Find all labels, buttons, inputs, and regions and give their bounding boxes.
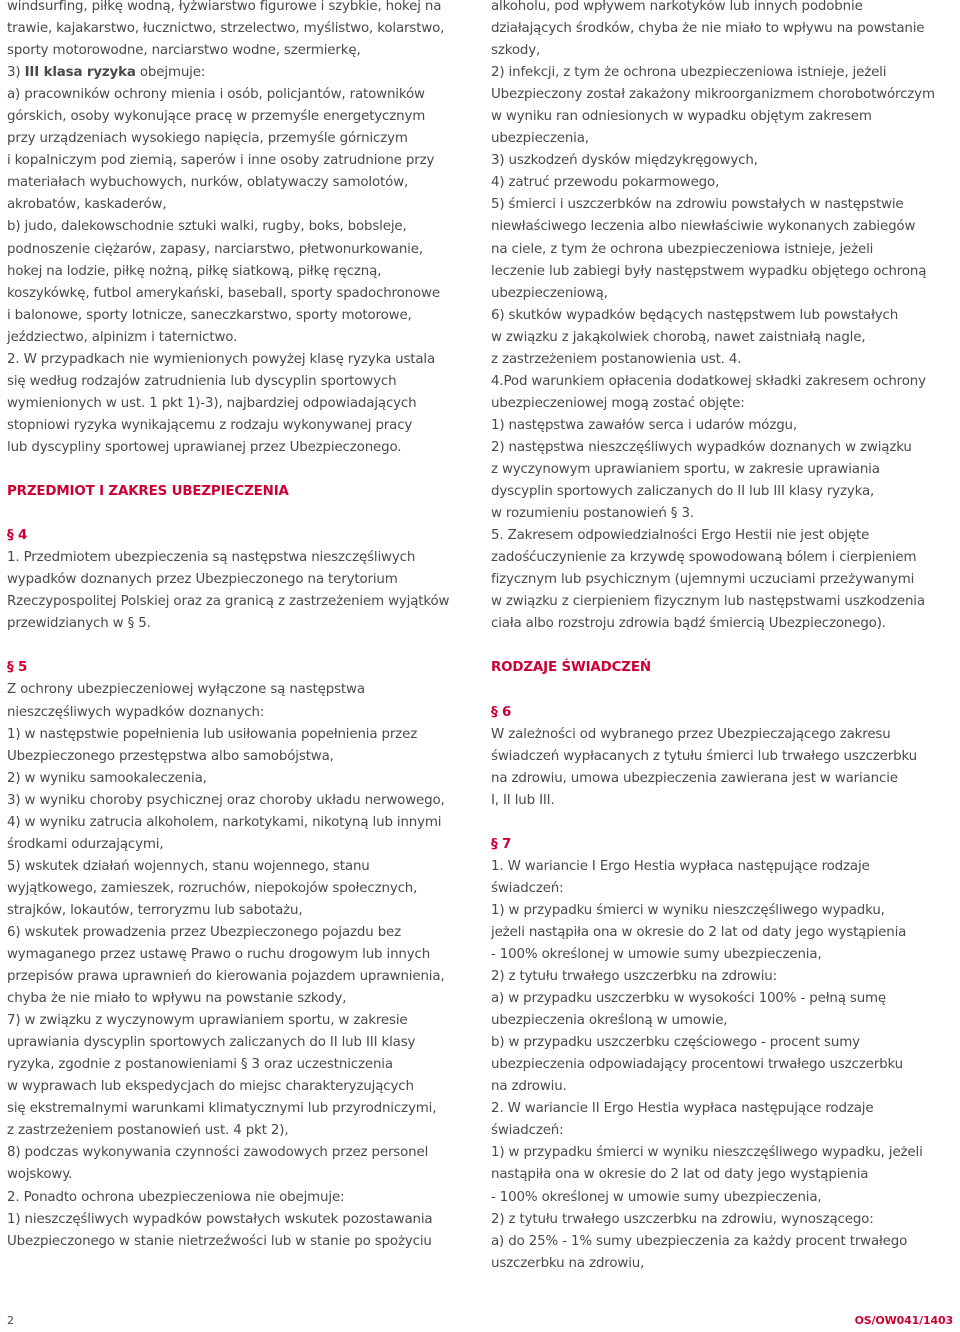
text-line: Ubezpieczonego przestępstwa albo samobójstwa, bbox=[7, 748, 334, 764]
text-line: 2. W przypadkach nie wymienionych powyżej klasę ryzyka ustala bbox=[7, 351, 436, 367]
text-line: świadczeń: bbox=[491, 880, 564, 896]
text-line: 2) infekcji, z tym że ochrona ubezpieczeniowa istnieje, jeżeli bbox=[491, 65, 887, 81]
text-line: uszczerbku na zdrowiu, bbox=[491, 1255, 645, 1271]
section-heading: RODZAJE ŚWIADCZEŃ bbox=[491, 660, 651, 676]
text-line: b) judo, dalekowschodnie sztuki walki, rugby, boks, bobsleje, bbox=[7, 219, 407, 235]
text-line: świadczeń wypłacanych z tytułu śmierci lub trwałego uszczerbku bbox=[491, 748, 918, 764]
text-line: 2) z tytułu trwałego uszczerbku na zdrowiu: bbox=[491, 969, 777, 985]
text-line: 4) w wyniku zatrucia alkoholem, narkotykami, nikotyną lub innymi bbox=[7, 814, 442, 830]
text-line: się według rodzajów zatrudnienia lub dyscyplin sportowych bbox=[7, 373, 397, 389]
text-line: w wyniku ran odniesionych w wypadku objętym zakresem bbox=[491, 109, 872, 125]
text-line: leczenie lub zabiegi były następstwem wypadku objętego ochroną bbox=[491, 263, 927, 279]
text-line: 4) zatruć przewodu pokarmowego, bbox=[491, 175, 720, 191]
text-line: wojskowy. bbox=[7, 1167, 73, 1183]
text-line: ubezpieczeniową, bbox=[491, 285, 608, 301]
text-line: ubezpieczenia odpowiadający procentowi trwałego uszczerbku bbox=[491, 1057, 903, 1073]
text-line: strajków, lokautów, terroryzmu lub sabotażu, bbox=[7, 902, 303, 918]
text-line: 1) w przypadku śmierci w wyniku nieszczęśliwego wypadku, bbox=[491, 902, 885, 918]
text-line: windsurfing, piłkę wodną, łyżwiarstwo figurowe i szybkie, hokej na bbox=[7, 0, 442, 14]
text-line: uprawiania dyscyplin sportowych zaliczanych do II lub III klasy bbox=[7, 1035, 416, 1051]
text-line: nieszczęśliwych wypadków doznanych: bbox=[7, 704, 265, 720]
text-line: 1) w następstwie popełnienia lub usiłowania popełnienia przez bbox=[7, 726, 418, 742]
text-line: 3) w wyniku choroby psychicznej oraz choroby układu nerwowego, bbox=[7, 792, 445, 808]
text-line: W zależności od wybranego przez Ubezpieczającego zakresu bbox=[491, 726, 891, 742]
text-line: działających środków, chyba że nie miało to wpływu na powstanie bbox=[491, 21, 925, 37]
text-line: ryzyka, zgodnie z postanowieniami § 3 oraz uczestniczenia bbox=[7, 1057, 393, 1073]
text-line: 7) w związku z wyczynowym uprawianiem sportu, w zakresie bbox=[7, 1013, 408, 1029]
text-line: dyscyplin sportowych zaliczanych do II lub III klasy ryzyka, bbox=[491, 484, 875, 500]
text-line: Ubezpieczonego w stanie nietrzeźwości lub w stanie po spożyciu bbox=[7, 1233, 432, 1249]
page-number: 2 bbox=[7, 1314, 14, 1327]
text-line: podnoszenie ciężarów, zapasy, narciarstwo, płetwonurkowanie, bbox=[7, 241, 423, 257]
text-line: przy urządzeniach wysokiego napięcia, przemyśle górniczym bbox=[7, 131, 408, 147]
text-line: a) do 25% - 1% sumy ubezpieczenia za każdy procent trwałego bbox=[491, 1233, 908, 1249]
text-line: i balonowe, sporty lotnicze, saneczkarstwo, sporty motorowe, bbox=[7, 307, 412, 323]
document-code: OS/OW041/1403 bbox=[854, 1314, 953, 1327]
text-line: na zdrowiu, umowa ubezpieczenia zawierana jest w wariancie bbox=[491, 770, 898, 786]
text-line: ubezpieczenia, bbox=[491, 131, 589, 147]
text-line: 6) wskutek prowadzenia przez Ubezpieczonego pojazdu bez bbox=[7, 924, 402, 940]
text-line: akrobatów, kaskaderów, bbox=[7, 197, 167, 213]
text-line: i kopalniczym pod ziemią, saperów i inne osoby zatrudnione przy bbox=[7, 153, 435, 169]
text-line: 3) III klasa ryzyka obejmuje: bbox=[7, 65, 206, 81]
section-heading: PRZEDMIOT I ZAKRES UBEZPIECZENIA bbox=[7, 484, 289, 500]
text-line: z wyczynowym uprawianiem sportu, w zakresie uprawiania bbox=[491, 461, 880, 477]
text-line: wypadków doznanych przez Ubezpieczonego na terytorium bbox=[7, 572, 398, 588]
section-number: § 4 bbox=[7, 528, 28, 544]
text-line: 2) następstwa nieszczęśliwych wypadków doznanych w związku bbox=[491, 439, 912, 455]
text-line: ciała albo rozstroju zdrowia bądź śmiercią Ubezpieczonego). bbox=[491, 616, 886, 632]
text-line: zadośćuczynienie za krzywdę spowodowaną bólem i cierpieniem bbox=[491, 550, 917, 566]
text-line: koszykówkę, futbol amerykański, baseball, sporty spadochronowe bbox=[7, 285, 440, 301]
text-line: górskich, osoby wykonujące pracę w przemyśle energetycznym bbox=[7, 109, 426, 125]
text-line: sporty motorowodne, narciarstwo wodne, szermierkę, bbox=[7, 43, 361, 59]
text-line: trawie, kajakarstwo, łucznictwo, strzelectwo, myślistwo, kolarstwo, bbox=[7, 21, 445, 37]
text-line: Rzeczypospolitej Polskiej oraz za granicą z zastrzeżeniem wyjątków bbox=[7, 594, 450, 610]
text-line: z zastrzeżeniem postanowień ust. 4 pkt 2), bbox=[7, 1123, 289, 1139]
paragraph-spacer bbox=[7, 503, 469, 525]
text-line: środkami odurzającymi, bbox=[7, 836, 164, 852]
text-line: - 100% określonej w umowie sumy ubezpieczenia, bbox=[491, 947, 822, 963]
section-number: § 7 bbox=[491, 836, 512, 852]
text-line: Ubezpieczony został zakażony mikroorganizmem chorobotwórczym bbox=[491, 87, 935, 103]
text-line: 2) z tytułu trwałego uszczerbku na zdrowiu, wynoszącego: bbox=[491, 1211, 874, 1227]
risk-class-label: III klasa ryzyka bbox=[24, 65, 136, 81]
text-line: wymaganego przez ustawę Prawo o ruchu drogowym lub innych bbox=[7, 947, 431, 963]
paragraph-spacer bbox=[7, 635, 469, 657]
text-line: - 100% określonej w umowie sumy ubezpieczenia, bbox=[491, 1189, 822, 1205]
text-line: 1. Przedmiotem ubezpieczenia są następstwa nieszczęśliwych bbox=[7, 550, 416, 566]
text-line: w związku z jakąkolwiek chorobą, nawet zaistniałą nagle, bbox=[491, 329, 866, 345]
text-line: I, II lub III. bbox=[491, 792, 555, 808]
text-line: z zastrzeżeniem postanowienia ust. 4. bbox=[491, 351, 742, 367]
text-line: b) w przypadku uszczerbku częściowego - procent sumy bbox=[491, 1035, 860, 1051]
text-line: 1) następstwa zawałów serca i udarów mózgu, bbox=[491, 417, 797, 433]
text-line: 2. Ponadto ochrona ubezpieczeniowa nie obejmuje: bbox=[7, 1189, 345, 1205]
paragraph-spacer bbox=[491, 812, 953, 834]
paragraph-spacer bbox=[491, 635, 953, 657]
text-line: na ciele, z tym że ochrona ubezpieczeniowa istnieje, jeżeli bbox=[491, 241, 874, 257]
paragraph-spacer bbox=[491, 679, 953, 701]
text-line: 8) podczas wykonywania czynności zawodowych przez personel bbox=[7, 1145, 429, 1161]
text-line: 5) śmierci i uszczerbków na zdrowiu powstałych w następstwie bbox=[491, 197, 904, 213]
text-line: 4.Pod warunkiem opłacenia dodatkowej składki zakresem ochrony bbox=[491, 373, 926, 389]
text-line: przewidzianych w § 5. bbox=[7, 616, 151, 632]
text-line: ubezpieczeniowej mogą zostać objęte: bbox=[491, 395, 745, 411]
text-line: 5) wskutek działań wojennych, stanu wojennego, stanu bbox=[7, 858, 370, 874]
text-line: w wyprawach lub ekspedycjach do miejsc charakteryzujących bbox=[7, 1079, 414, 1095]
text-line: Z ochrony ubezpieczeniowej wyłączone są następstwa bbox=[7, 682, 365, 698]
text-line: przepisów prawa uprawnień do kierowania pojazdem uprawnienia, bbox=[7, 969, 445, 985]
text-line: nastąpiła ona w okresie do 2 lat od daty jego wystąpienia bbox=[491, 1167, 869, 1183]
text-line: świadczeń: bbox=[491, 1123, 564, 1139]
text-line: szkody, bbox=[491, 43, 541, 59]
text-line: 1) nieszczęśliwych wypadków powstałych wskutek pozostawania bbox=[7, 1211, 433, 1227]
text-line: wymienionych w ust. 1 pkt 1)-3), najbardziej odpowiadających bbox=[7, 395, 417, 411]
text-line: się ekstremalnymi warunkami klimatycznymi lub przyrodniczymi, bbox=[7, 1101, 437, 1117]
text-line: 5. Zakresem odpowiedzialności Ergo Hestii nie jest objęte bbox=[491, 528, 870, 544]
text-line: jeżeli nastąpiła ona w okresie do 2 lat od daty jego wystąpienia bbox=[491, 924, 907, 940]
text-line: a) pracowników ochrony mienia i osób, policjantów, ratowników bbox=[7, 87, 425, 103]
text-line: w rozumieniu postanowień § 3. bbox=[491, 506, 694, 522]
text-line: lub dyscypliny sportowej uprawianej przez Ubezpieczonego. bbox=[7, 439, 402, 455]
text-line: w związku z cierpieniem fizycznym lub następstwami uszkodzenia bbox=[491, 594, 925, 610]
text-line: 6) skutków wypadków będących następstwem lub powstałych bbox=[491, 307, 899, 323]
text-line: a) w przypadku uszczerbku w wysokości 100% - pełną sumę bbox=[491, 991, 887, 1007]
text-line: 1. W wariancie I Ergo Hestia wypłaca następujące rodzaje bbox=[491, 858, 870, 874]
section-number: § 6 bbox=[491, 704, 512, 720]
text-line: stopniowi ryzyka wynikającemu z rodzaju wykonywanej pracy bbox=[7, 417, 413, 433]
paragraph-spacer bbox=[7, 459, 469, 481]
text-line: alkoholu, pod wpływem narkotyków lub innych podobnie bbox=[491, 0, 863, 14]
text-line: na zdrowiu. bbox=[491, 1079, 567, 1095]
text-line: 2) w wyniku samookaleczenia, bbox=[7, 770, 207, 786]
text-line: ubezpieczenia określoną w umowie, bbox=[491, 1013, 728, 1029]
section-number: § 5 bbox=[7, 660, 28, 676]
text-line: chyba że nie miało to wpływu na powstanie szkody, bbox=[7, 991, 347, 1007]
text-line: jeździectwo, alpinizm i taternictwo. bbox=[7, 329, 238, 345]
text-line: 3) uszkodzeń dysków międzykręgowych, bbox=[491, 153, 758, 169]
right-column bbox=[491, 0, 953, 1275]
text-line: wyjątkowego, zamieszek, rozruchów, niepokojów społecznych, bbox=[7, 880, 418, 896]
text-line: hokej na lodzie, piłkę nożną, piłkę siatkową, piłkę ręczną, bbox=[7, 263, 382, 279]
text-line: fizycznym lub psychicznym (ujemnymi uczuciami przeżywanymi bbox=[491, 572, 915, 588]
text-line: niewłaściwego leczenia albo niewłaściwie wykonanych zabiegów bbox=[491, 219, 916, 235]
text-line: materiałach wybuchowych, nurków, oblatywaczy samolotów, bbox=[7, 175, 409, 191]
text-line: 1) w przypadku śmierci w wyniku nieszczęśliwego wypadku, jeżeli bbox=[491, 1145, 923, 1161]
left-column bbox=[7, 0, 469, 1253]
text-line: 2. W wariancie II Ergo Hestia wypłaca następujące rodzaje bbox=[491, 1101, 874, 1117]
